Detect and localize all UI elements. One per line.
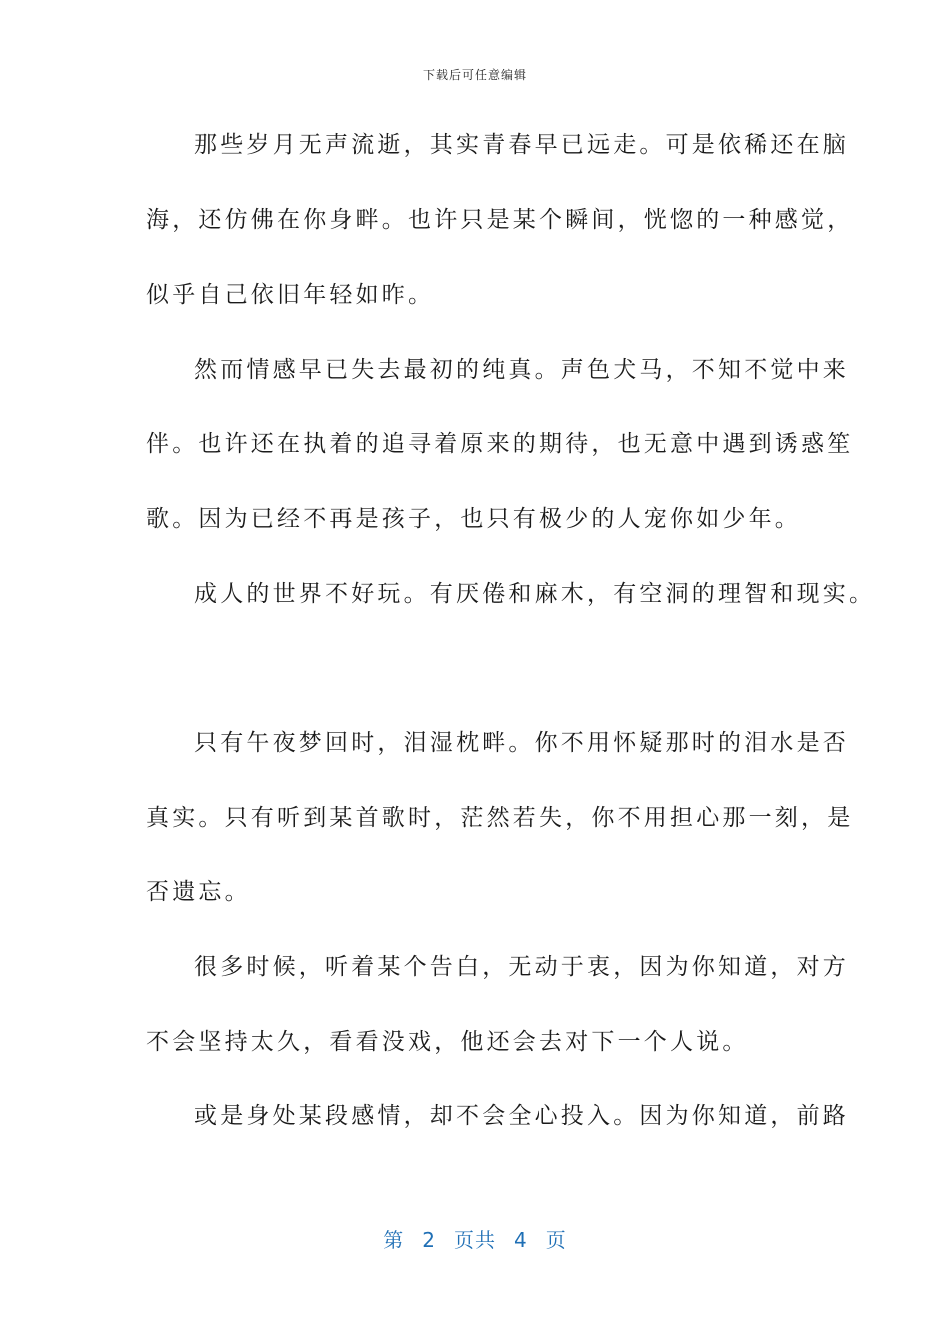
footer-word-page-total: 页共: [454, 1228, 496, 1252]
footer-word-page: 第: [383, 1228, 405, 1252]
paragraph-2-line-3: 歌。因为已经不再是孩子，也只有极少的人宠你如少年。: [146, 506, 801, 532]
footer-word-page-end: 页: [545, 1228, 567, 1252]
paragraph-1-line-1: 那些岁月无声流逝，其实青春早已远走。可是依稀还在脑: [194, 132, 849, 158]
footer-current-page: 2: [422, 1228, 436, 1252]
paragraph-6-line-1: 或是身处某段感情，却不会全心投入。因为你知道，前路: [194, 1103, 849, 1129]
paragraph-4-line-3: 否遗忘。: [146, 879, 251, 905]
header-note: 下载后可任意编辑: [422, 68, 527, 82]
page-footer: [0, 1224, 950, 1253]
paragraph-2-line-1: 然而情感早已失去最初的纯真。声色犬马，不知不觉中来: [194, 357, 849, 383]
paragraph-4-line-1: 只有午夜梦回时，泪湿枕畔。你不用怀疑那时的泪水是否: [194, 730, 849, 756]
paragraph-1-line-3: 似乎自己依旧年轻如昨。: [146, 282, 435, 308]
paragraph-4-line-2: 真实。只有听到某首歌时，茫然若失，你不用担心那一刻，是: [146, 805, 854, 831]
paragraph-1-line-2: 海，还仿佛在你身畔。也许只是某个瞬间，恍惚的一种感觉，: [146, 207, 854, 233]
paragraph-3-line-1: 成人的世界不好玩。有厌倦和麻木，有空洞的理智和现实。: [194, 581, 876, 607]
paragraph-5-line-1: 很多时候，听着某个告白，无动于衷，因为你知道，对方: [194, 954, 849, 980]
paragraph-2-line-2: 伴。也许还在执着的追寻着原来的期待，也无意中遇到诱惑笙: [146, 431, 854, 457]
footer-total-pages: 4: [514, 1228, 528, 1252]
paragraph-5-line-2: 不会坚持太久，看看没戏，他还会去对下一个人说。: [146, 1029, 749, 1055]
